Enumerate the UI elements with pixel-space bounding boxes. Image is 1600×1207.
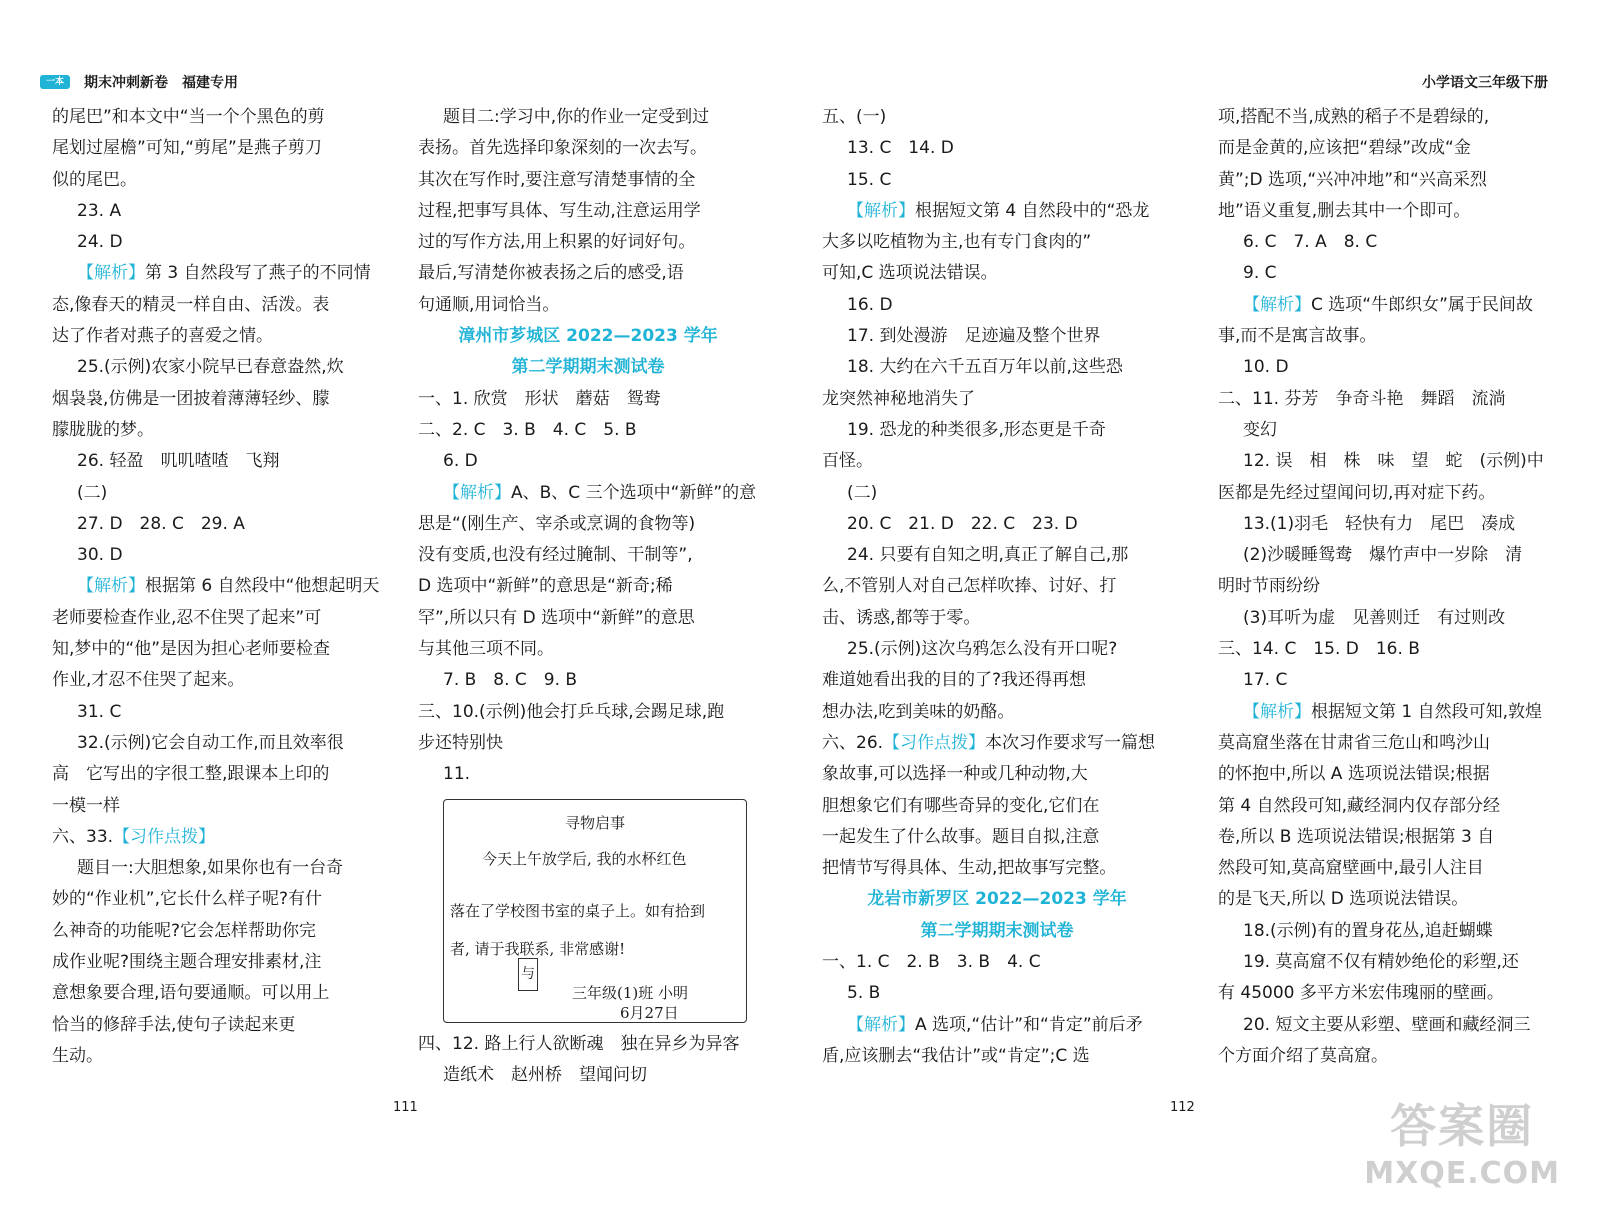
text-line (822, 509, 1172, 540)
text-line (822, 728, 1172, 759)
text-line (1218, 916, 1548, 947)
line-text: 6. C 7. A 8. C (1243, 232, 1378, 253)
line-text: 23. A (77, 200, 122, 221)
text-line (822, 133, 1172, 164)
text-line (52, 258, 392, 289)
line-text: 12. 误 相 株 味 望 蛇 (示例)中 (1243, 451, 1544, 472)
text-line (52, 697, 392, 728)
column-2-bottom (418, 1029, 758, 1092)
line-text: (二) (847, 482, 878, 503)
text-line (1218, 540, 1548, 571)
line-text: 二、11. 芬芳 争奇斗艳 舞蹈 流淌 (1218, 388, 1506, 409)
line-text: 步还特别快 (418, 732, 503, 753)
line-text: 思是“(刚生产、宰杀或烹调的食物等) (418, 513, 696, 534)
text-line (822, 978, 1172, 1009)
text-line (52, 634, 392, 665)
text-line (52, 759, 392, 790)
line-text: 9. C (1243, 263, 1277, 284)
notice-correction: 与 (518, 958, 538, 991)
line-text: 题目二:学习中,你的作业一定受到过 (443, 107, 710, 127)
text-line (1218, 603, 1548, 634)
text-line (822, 321, 1172, 352)
text-line (822, 258, 1172, 289)
text-line (52, 384, 392, 415)
column-1 (52, 102, 392, 1072)
line-text: 的尾巴”和本文中“当一个个黑色的剪 (52, 107, 325, 127)
text-line (1218, 791, 1548, 822)
text-line (418, 665, 758, 696)
line-text: 胆想象它们有哪些奇异的变化,它们在 (822, 795, 1100, 816)
text-line (52, 478, 392, 509)
text-line (52, 978, 392, 1009)
text-line (822, 540, 1172, 571)
text-line (822, 1041, 1172, 1072)
line-text: 似的尾巴。 (52, 169, 137, 190)
analysis-tag: 【解析】 (77, 576, 145, 597)
text-line (822, 384, 1172, 415)
line-text: 三、10.(示例)他会打乒乓球,会踢足球,跑 (418, 701, 725, 722)
text-line (52, 822, 392, 853)
text-line (418, 227, 758, 258)
line-text: 7. B 8. C 9. B (443, 670, 578, 691)
line-text: 第 4 自然段可知,藏经洞内仅存部分经 (1218, 795, 1501, 816)
line-text: 六、33. (52, 826, 114, 847)
series-logo: 一本 (40, 75, 70, 89)
text-line (822, 947, 1172, 978)
text-line (418, 165, 758, 196)
line-text: 26. 轻盈 叽叽喳喳 飞翔 (77, 451, 280, 472)
analysis-tag: 【解析】 (1243, 294, 1311, 315)
watermark-line-1: 答案圈 (1390, 1099, 1535, 1153)
text-line (52, 1041, 392, 1072)
line-text: 烟袅袅,仿佛是一团披着薄薄轻纱、朦 (52, 388, 330, 409)
line-text: 么神奇的功能呢?它会怎样帮助你完 (52, 920, 317, 941)
line-text: 根据短文第 4 自然段中的“恐龙 (915, 200, 1150, 221)
text-line (1218, 759, 1548, 790)
series-title: 期末冲刺新卷 (84, 75, 168, 91)
text-line (52, 571, 392, 602)
line-text: 想办法,吃到美味的奶酪。 (822, 701, 1015, 722)
line-text: 项,搭配不当,成熟的稻子不是碧绿的, (1218, 107, 1490, 127)
line-text: 6. D (443, 451, 478, 472)
text-line (52, 102, 392, 133)
line-text: 二、2. C 3. B 4. C 5. B (418, 419, 637, 440)
line-text: 20. C 21. D 22. C 23. D (847, 513, 1078, 534)
line-text: 然段可知,莫高窟壁画中,最引人注目 (1218, 858, 1484, 879)
text-line (1218, 853, 1548, 884)
line-text: 11. (443, 764, 471, 785)
line-text: 19. 莫高窟不仅有精妙绝伦的彩塑,还 (1243, 952, 1519, 973)
line-text: 知,梦中的“他”是因为担心老师要检查 (52, 639, 331, 660)
line-text: 医都是先经过望闻问切,再对症下药。 (1218, 482, 1496, 503)
text-line (1218, 384, 1548, 415)
text-line (52, 165, 392, 196)
text-line (1218, 133, 1548, 164)
text-line (1218, 665, 1548, 696)
line-text: 根据第 6 自然段中“他想起明天 (145, 576, 380, 597)
analysis-tag: 【解析】 (1243, 701, 1311, 722)
text-line (1218, 509, 1548, 540)
line-text: 最后,写清楚你被表扬之后的感受,语 (418, 263, 684, 284)
line-text: 五、(一) (822, 107, 887, 127)
line-text: 句通顺,用词恰当。 (418, 294, 560, 315)
text-line (1218, 258, 1548, 289)
text-line (1218, 1041, 1548, 1072)
line-text: 四、12. 路上行人欲断魂 独在异乡为异客 (418, 1033, 740, 1054)
text-line (418, 258, 758, 289)
line-text: 个方面介绍了莫高窟。 (1218, 1045, 1388, 1066)
line-text: 恰当的修辞手法,使句子读起来更 (52, 1014, 296, 1035)
line-text: 事,而不是寓言故事。 (1218, 326, 1377, 347)
text-line (52, 352, 392, 383)
line-text: 黄”;D 选项,“兴冲冲地”和“兴高采烈 (1218, 169, 1487, 190)
line-text: 13. C 14. D (847, 138, 954, 159)
line-text: 一模一样 (52, 795, 120, 816)
line-text: A、B、C 三个选项中“新鲜”的意 (511, 482, 757, 503)
text-line (1218, 478, 1548, 509)
analysis-tag: 【解析】 (443, 482, 511, 503)
line-text: 25.(示例)这次乌鸦怎么没有开口呢? (847, 639, 1118, 660)
line-text: 高 它写出的字很工整,跟课本上印的 (52, 764, 330, 785)
text-line (822, 822, 1172, 853)
line-text: 么,不管别人对自己怎样吹捧、讨好、打 (822, 576, 1117, 597)
line-text: (2)沙暖睡鸳鸯 爆竹声中一岁除 清 (1243, 545, 1523, 566)
text-line (822, 603, 1172, 634)
line-text: 题目一:大胆想象,如果你也有一台奇 (77, 858, 344, 879)
line-text: 朦胧胧的梦。 (52, 419, 154, 440)
text-line (1218, 822, 1548, 853)
text-line (52, 1010, 392, 1041)
line-text: 20. 短文主要从彩塑、壁画和藏经洞三 (1243, 1014, 1531, 1035)
line-text: 24. 只要有自知之明,真正了解自己,那 (847, 545, 1129, 566)
text-line (1218, 227, 1548, 258)
text-line (1218, 728, 1548, 759)
text-line (1218, 697, 1548, 728)
line-text: 把情节写得具体、生动,把故事写完整。 (822, 858, 1117, 879)
line-text: 造纸术 赵州桥 望闻问切 (443, 1064, 647, 1085)
text-line (418, 697, 758, 728)
analysis-tag: 【习作点拨】 (113, 826, 216, 847)
text-line (1218, 978, 1548, 1009)
text-line (822, 791, 1172, 822)
text-line (52, 196, 392, 227)
text-line (1218, 947, 1548, 978)
line-text: D 选项中“新鲜”的意思是“新奇;稀 (418, 576, 673, 597)
line-text: 可知,C 选项说法错误。 (822, 263, 998, 284)
line-text: 盾,应该删去“我估计”或“肯定”;C 选 (822, 1045, 1090, 1066)
column-2 (418, 102, 758, 1091)
line-text: 根据短文第 1 自然段可知,敦煌 (1311, 701, 1543, 722)
line-text: 10. D (1243, 357, 1289, 378)
text-line (1218, 634, 1548, 665)
line-text: 16. D (847, 294, 893, 315)
line-text: 30. D (77, 545, 123, 566)
line-text: 地”语义重复,删去其中一个即可。 (1218, 200, 1471, 221)
watermark-line-2: MXQE.COM (1364, 1156, 1560, 1191)
notice-signature: 三年级(1)班 小明 (572, 983, 689, 1002)
line-text: (二) (77, 482, 108, 503)
text-line (1218, 571, 1548, 602)
line-text: 与其他三项不同。 (418, 639, 554, 660)
text-line (822, 853, 1172, 884)
line-text: 百怪。 (822, 451, 873, 472)
line-text: 妙的“作业机”,它长什么样子呢?有什 (52, 889, 323, 910)
text-line (52, 853, 392, 884)
text-line (418, 415, 758, 446)
section-heading: 龙岩市新罗区 2022—2023 学年 (867, 889, 1127, 910)
text-line (418, 196, 758, 227)
section-heading: 第二学期期末测试卷 (511, 357, 665, 378)
line-text: 17. 到处漫游 足迹遍及整个世界 (847, 326, 1101, 347)
line-text: 击、诱惑,都等于零。 (822, 607, 981, 628)
line-text: 表扬。首先选择印象深刻的一次去写。 (418, 138, 707, 159)
line-text: 作业,才忍不住哭了起来。 (52, 670, 245, 691)
line-text: 没有变质,也没有经过腌制、干制等”, (418, 545, 693, 566)
grade-label: 小学语文三年级下册 (1422, 75, 1548, 91)
text-line (418, 509, 758, 540)
text-line (418, 133, 758, 164)
text-line (418, 446, 758, 477)
text-line (822, 196, 1172, 227)
line-text: 明时节雨纷纷 (1218, 576, 1320, 597)
line-text: 18. 大约在六千五百万年以前,这些恐 (847, 357, 1123, 378)
text-line (418, 540, 758, 571)
line-text: 17. C (1243, 670, 1288, 691)
line-text: 三、14. C 15. D 16. B (1218, 639, 1420, 660)
text-line (822, 759, 1172, 790)
header-left (40, 72, 238, 92)
text-line (418, 728, 758, 759)
text-line (52, 415, 392, 446)
line-text: 有 45000 多平方米宏伟瑰丽的壁画。 (1218, 983, 1504, 1004)
line-text: 其次在写作时,要注意写清楚事情的全 (418, 169, 696, 190)
line-text: 31. C (77, 701, 122, 722)
line-text: 变幻 (1243, 419, 1277, 440)
analysis-tag: 【解析】 (847, 1014, 915, 1035)
line-text: 的是飞天,所以 D 选项说法错误。 (1218, 889, 1469, 910)
text-line (418, 384, 758, 415)
line-text: 达了作者对燕子的喜爱之情。 (52, 326, 273, 347)
line-text: A 选项,“估计”和“肯定”前后矛 (915, 1014, 1143, 1035)
text-line (822, 697, 1172, 728)
text-line (52, 540, 392, 571)
line-text: 老师要检查作业,忍不住哭了起来”可 (52, 607, 322, 628)
line-text: 25.(示例)农家小院早已春意盎然,炊 (77, 357, 344, 378)
column-3 (822, 102, 1172, 1072)
line-text: 的怀抱中,所以 A 选项说法错误;根据 (1218, 764, 1490, 785)
analysis-tag: 【解析】 (847, 200, 915, 221)
text-line (822, 102, 1172, 133)
text-line (418, 634, 758, 665)
page-number-left: 111 (393, 1100, 418, 1115)
lost-notice-image (443, 799, 747, 1023)
text-line (418, 290, 758, 321)
text-line (822, 1010, 1172, 1041)
text-line (52, 133, 392, 164)
page-number-right: 112 (1170, 1100, 1195, 1115)
text-line (1218, 352, 1548, 383)
text-line (822, 352, 1172, 383)
line-text: 意想象要合理,语句要通顺。可以用上 (52, 983, 330, 1004)
text-line (52, 791, 392, 822)
line-text: 19. 恐龙的种类很多,形态更是千奇 (847, 419, 1106, 440)
line-text: 成作业呢?围绕主题合理安排素材,注 (52, 952, 322, 973)
text-line (418, 759, 758, 790)
text-line (1218, 196, 1548, 227)
text-line (1218, 1010, 1548, 1041)
text-line (418, 1029, 758, 1060)
line-text: 5. B (847, 983, 881, 1004)
text-line (52, 665, 392, 696)
text-line (52, 916, 392, 947)
text-line (822, 634, 1172, 665)
notice-line-3 (450, 934, 740, 965)
analysis-tag: 【解析】 (77, 263, 145, 284)
line-text: 一、1. 欣赏 形状 蘑菇 鸳鸯 (418, 388, 661, 409)
text-line (52, 603, 392, 634)
text-line (418, 603, 758, 634)
section-heading: 第二学期期末测试卷 (920, 920, 1074, 941)
line-text: 莫高窟坐落在甘肃省三危山和鸣沙山 (1218, 732, 1490, 753)
line-text: 大多以吃植物为主,也有专门食肉的” (822, 232, 1092, 253)
line-text: 卷,所以 B 选项说法错误;根据第 3 自 (1218, 826, 1495, 847)
notice-line-2: 落在了学校图书室的桌子上。如有拾到 (450, 901, 706, 920)
watermark-logo (1364, 1090, 1560, 1191)
text-line (1218, 165, 1548, 196)
line-text: 罕”,所以只有 D 选项中“新鲜”的意思 (418, 607, 695, 628)
text-line (418, 102, 758, 133)
line-text: 本次习作要求写一篇想 (985, 732, 1156, 753)
text-line (1218, 415, 1548, 446)
text-line (52, 446, 392, 477)
line-text: 而是金黄的,应该把“碧绿”改成“金 (1218, 138, 1471, 159)
line-text: 13.(1)羽毛 轻快有力 尾巴 凑成 (1243, 513, 1516, 534)
notice-title: 寻物启事 (564, 813, 625, 832)
line-text: (3)耳听为虚 见善则迁 有过则改 (1243, 607, 1506, 628)
text-line (822, 415, 1172, 446)
line-text: 过的写作方法,用上积累的好词好句。 (418, 232, 696, 253)
notice-date: 6月27日 (620, 1003, 679, 1022)
text-line (52, 290, 392, 321)
text-line (1218, 290, 1548, 321)
text-line (418, 478, 758, 509)
text-line (418, 1060, 758, 1091)
line-text: 尾划过屋檐”可知,“剪尾”是燕子剪刀 (52, 138, 322, 159)
line-text: 龙突然神秘地消失了 (822, 388, 975, 409)
text-line (822, 571, 1172, 602)
column-2-top (418, 102, 758, 791)
line-text: 过程,把事写具体、写生动,注意运用学 (418, 200, 701, 221)
text-line (822, 227, 1172, 258)
analysis-tag: 【习作点拨】 (883, 732, 986, 753)
text-line (822, 446, 1172, 477)
line-text: 生动。 (52, 1045, 103, 1066)
text-line (1218, 102, 1548, 133)
text-line (52, 509, 392, 540)
line-text: 一、1. C 2. B 3. B 4. C (822, 952, 1041, 973)
notice-line-1: 今天上午放学后, 我的水杯红色 (482, 849, 687, 868)
line-text: 难道她看出我的目的了?我还得再想 (822, 670, 1087, 691)
text-line (418, 571, 758, 602)
text-line (52, 947, 392, 978)
text-line (822, 665, 1172, 696)
section-heading: 漳州市芗城区 2022—2023 学年 (458, 326, 718, 347)
text-line (822, 165, 1172, 196)
line-text: 第 3 自然段写了燕子的不同情 (145, 263, 371, 284)
line-text: C 选项“牛郎织女”属于民间故 (1311, 294, 1533, 315)
text-line (1218, 884, 1548, 915)
text-line (52, 227, 392, 258)
column-4 (1218, 102, 1548, 1072)
region-label: 福建专用 (182, 75, 238, 91)
line-text: 24. D (77, 232, 123, 253)
text-line (1218, 446, 1548, 477)
line-text: 象故事,可以选择一种或几种动物,大 (822, 764, 1088, 785)
line-text: 18.(示例)有的置身花丛,追赶蝴蝶 (1243, 920, 1493, 941)
line-text: 六、26. (822, 732, 884, 753)
line-text: 15. C (847, 169, 892, 190)
line-text: 一起发生了什么故事。题目自拟,注意 (822, 826, 1100, 847)
text-line (1218, 321, 1548, 352)
text-line (52, 728, 392, 759)
text-line (822, 478, 1172, 509)
notice-line-3-text: 者, 请于我联系, 非常感谢! (450, 939, 626, 958)
line-text: 态,像春天的精灵一样自由、活泼。表 (52, 294, 330, 315)
line-text: 27. D 28. C 29. A (77, 513, 245, 534)
text-line (822, 290, 1172, 321)
text-line (52, 321, 392, 352)
line-text: 32.(示例)它会自动工作,而且效率很 (77, 732, 344, 753)
text-line (52, 884, 392, 915)
